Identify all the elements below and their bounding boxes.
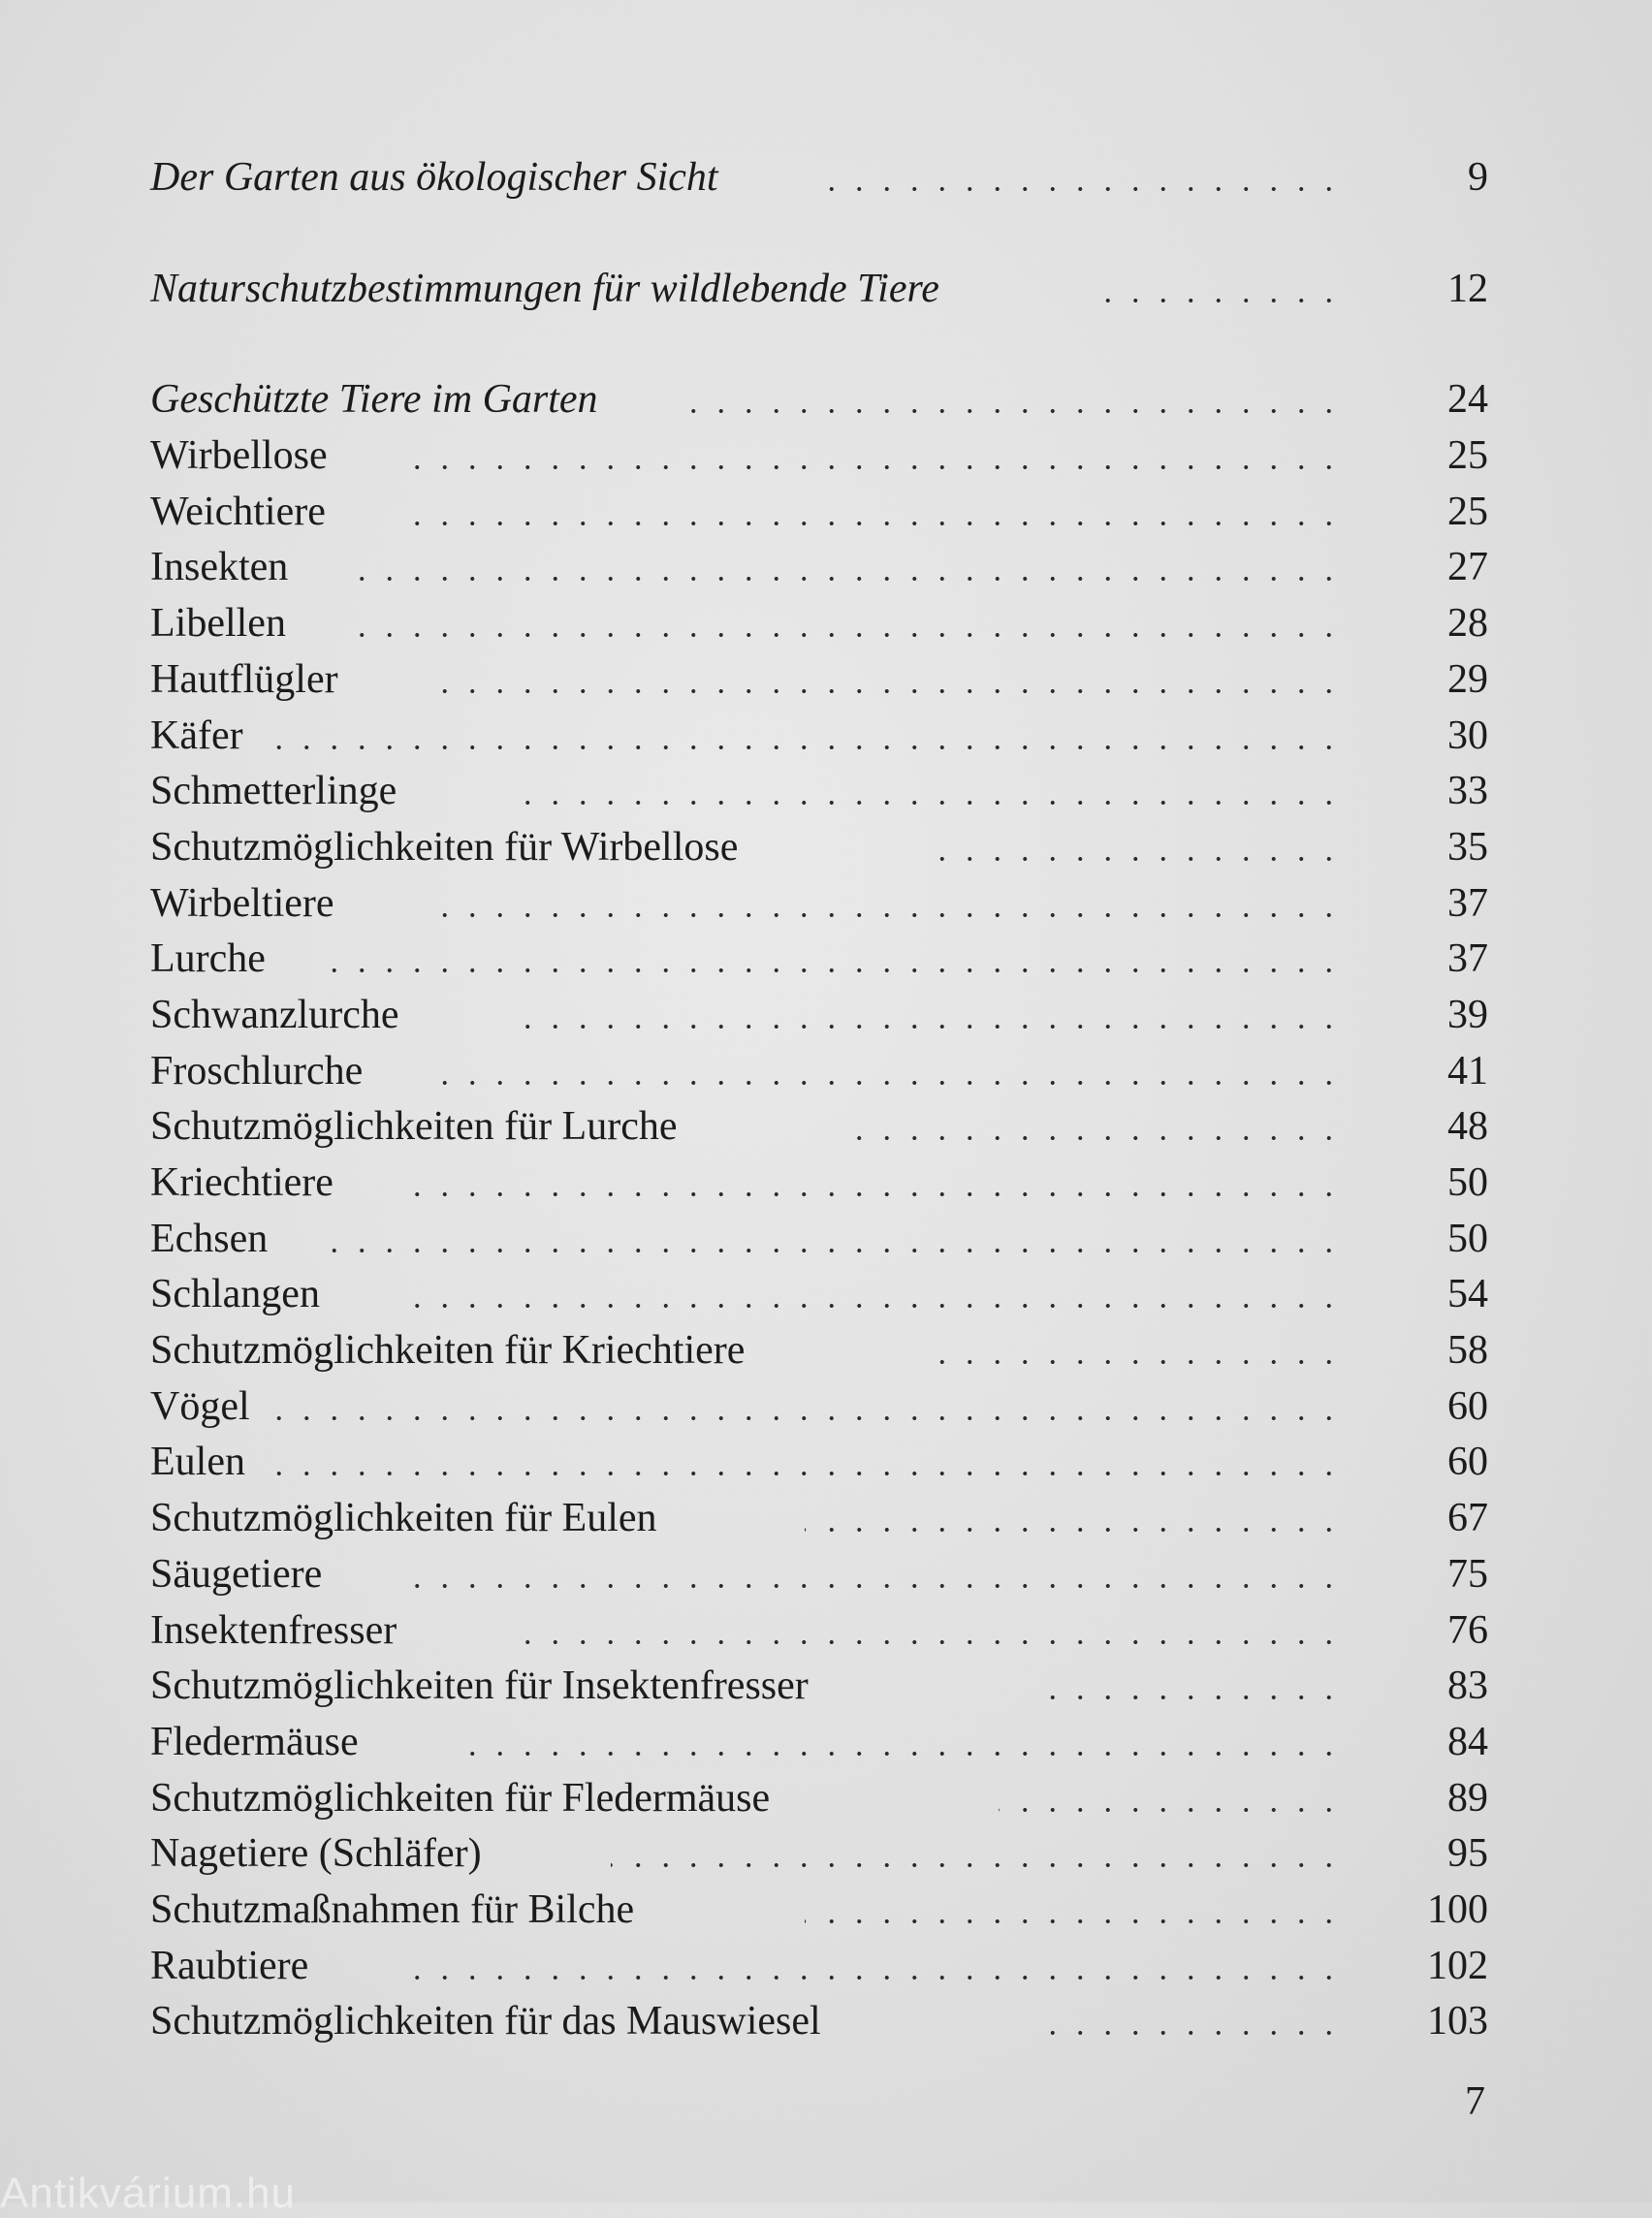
toc-entry — [150, 1379, 1488, 1436]
dot-leader — [611, 1863, 1343, 1867]
toc-entry-title: Schutzmöglichkeiten für Eulen — [150, 1496, 657, 1541]
toc-entry-page: 39 — [1447, 992, 1488, 1037]
toc-entry-title: Kriechtiere — [150, 1160, 334, 1205]
toc-entry — [150, 1491, 1488, 1547]
toc-entry — [150, 428, 1488, 485]
dot-leader — [843, 1136, 1343, 1140]
toc-entry — [150, 262, 1488, 318]
dot-leader — [509, 801, 1343, 805]
dot-leader — [354, 633, 1343, 637]
toc-entry-page: 60 — [1447, 1440, 1488, 1485]
toc-entry-page: 95 — [1447, 1831, 1488, 1877]
toc-entry — [150, 596, 1488, 652]
dot-leader — [431, 913, 1343, 917]
toc-entry — [150, 1044, 1488, 1100]
toc-entry-page: 102 — [1427, 1943, 1488, 1988]
toc-entry-title: Schutzmaßnahmen für Bilche — [150, 1886, 635, 1932]
toc-entry — [150, 1267, 1488, 1323]
dot-leader — [315, 1249, 1343, 1252]
toc-entry — [150, 876, 1488, 933]
dot-leader — [509, 1640, 1343, 1644]
toc-entry — [150, 932, 1488, 988]
dot-leader — [1037, 1695, 1343, 1699]
dot-leader — [276, 1472, 1343, 1475]
toc-entry-page: 100 — [1427, 1886, 1488, 1932]
toc-entry — [150, 540, 1488, 596]
toc-entry — [150, 764, 1488, 820]
toc-entry-title: Käfer — [150, 713, 243, 758]
toc-entry — [150, 1994, 1488, 2050]
toc-entry-page: 37 — [1447, 880, 1488, 926]
dot-leader — [393, 1304, 1343, 1308]
dot-leader — [805, 1528, 1343, 1532]
dot-leader — [1037, 2031, 1343, 2035]
toc-entry-title: Schutzmöglichkeiten für Insektenfresser — [150, 1664, 809, 1709]
toc-entry — [150, 1659, 1488, 1715]
toc-entry-title: Geschützte Tiere im Garten — [150, 377, 598, 423]
page-number: 7 — [1465, 2079, 1485, 2124]
toc-entry — [150, 988, 1488, 1044]
toc-entry — [150, 1156, 1488, 1212]
toc-entry-title: Schwanzlurche — [150, 992, 399, 1037]
toc-entry-title: Schlangen — [150, 1272, 320, 1317]
toc-entry-title: Wirbeltiere — [150, 880, 334, 926]
toc-entry-title: Eulen — [150, 1440, 245, 1485]
toc-entry-page: 75 — [1447, 1551, 1488, 1597]
toc-entry-page: 54 — [1447, 1272, 1488, 1317]
toc-entry-page: 9 — [1468, 155, 1488, 200]
dot-leader — [999, 1808, 1343, 1812]
toc-entry-title: Naturschutzbestimmungen für wildlebende Tiere — [150, 266, 939, 311]
toc-entry-title: Nagetiere (Schläfer) — [150, 1831, 482, 1877]
toc-entry-page: 35 — [1447, 824, 1488, 870]
toc-entry-title: Schutzmöglichkeiten für Lurche — [150, 1104, 678, 1150]
toc-entry-title: Insektenfresser — [150, 1607, 397, 1653]
toc-entry-title: Wirbellose — [150, 433, 328, 479]
toc-entry — [150, 485, 1488, 541]
toc-entry-page: 60 — [1447, 1383, 1488, 1429]
toc-entry — [150, 1212, 1488, 1268]
toc-entry-title: Hautflügler — [150, 656, 338, 702]
toc-entry — [150, 1603, 1488, 1660]
toc-entry-page: 76 — [1447, 1607, 1488, 1653]
toc-entry-title: Insekten — [150, 545, 289, 590]
toc-entry-page: 41 — [1447, 1048, 1488, 1093]
toc-entry-page: 48 — [1447, 1104, 1488, 1150]
dot-leader — [393, 465, 1343, 469]
table-of-contents — [150, 150, 1488, 2050]
dot-leader — [393, 1584, 1343, 1588]
toc-entry-page: 29 — [1447, 656, 1488, 702]
dot-leader — [431, 689, 1343, 693]
toc-entry-title: Lurche — [150, 936, 266, 982]
toc-entry-page: 50 — [1447, 1216, 1488, 1261]
dot-leader — [805, 1919, 1343, 1923]
toc-entry-page: 25 — [1447, 489, 1488, 534]
dot-leader — [814, 187, 1343, 191]
toc-entry-page: 84 — [1447, 1719, 1488, 1764]
toc-entry-page: 67 — [1447, 1496, 1488, 1541]
toc-entry — [150, 820, 1488, 876]
dot-leader — [509, 1025, 1343, 1029]
toc-entry — [150, 1883, 1488, 1939]
toc-entry-page: 33 — [1447, 769, 1488, 814]
dot-leader — [393, 1192, 1343, 1196]
dot-leader — [926, 857, 1343, 861]
toc-entry — [150, 1771, 1488, 1827]
watermark: Antikvárium.hu — [0, 2170, 297, 2217]
toc-entry — [150, 1547, 1488, 1603]
toc-entry-page: 58 — [1447, 1328, 1488, 1374]
dot-leader — [470, 1752, 1343, 1756]
dot-leader — [393, 522, 1343, 525]
toc-entry-page: 103 — [1427, 1999, 1488, 2044]
toc-entry-title: Schmetterlinge — [150, 769, 397, 814]
toc-entry-page: 25 — [1447, 433, 1488, 479]
toc-entry-page: 27 — [1447, 545, 1488, 590]
dot-leader — [276, 745, 1343, 749]
toc-entry-page: 89 — [1447, 1775, 1488, 1821]
toc-entry-page: 28 — [1447, 601, 1488, 647]
toc-entry-page: 12 — [1447, 266, 1488, 311]
toc-entry-page: 30 — [1447, 713, 1488, 758]
toc-entry-page: 24 — [1447, 377, 1488, 423]
toc-entry-page: 83 — [1447, 1664, 1488, 1709]
toc-entry-title: Raubtiere — [150, 1943, 309, 1988]
toc-entry-page: 37 — [1447, 936, 1488, 982]
toc-entry-title: Froschlurche — [150, 1048, 364, 1093]
toc-entry-title: Vögel — [150, 1383, 250, 1429]
toc-entry-title: Schutzmöglichkeiten für das Mauswiesel — [150, 1999, 821, 2044]
toc-entry-title: Schutzmöglichkeiten für Kriechtiere — [150, 1328, 746, 1374]
toc-entry-title: Der Garten aus ökologischer Sicht — [150, 155, 718, 200]
toc-entry-title: Weichtiere — [150, 489, 326, 534]
dot-leader — [431, 1081, 1343, 1085]
toc-entry — [150, 372, 1488, 428]
toc-entry-title: Fledermäuse — [150, 1719, 359, 1764]
toc-entry — [150, 1715, 1488, 1771]
dot-leader — [276, 1416, 1343, 1420]
toc-entry — [150, 150, 1488, 206]
toc-entry — [150, 1323, 1488, 1379]
toc-entry-title: Schutzmöglichkeiten für Wirbellose — [150, 824, 739, 870]
toc-entry-title: Libellen — [150, 601, 286, 647]
toc-entry-title: Echsen — [150, 1216, 269, 1261]
toc-entry — [150, 652, 1488, 709]
toc-entry — [150, 709, 1488, 765]
toc-entry-page: 50 — [1447, 1160, 1488, 1205]
dot-leader — [926, 1360, 1343, 1364]
dot-leader — [688, 409, 1343, 413]
toc-entry — [150, 1939, 1488, 1995]
toc-entry-title: Säugetiere — [150, 1551, 323, 1597]
dot-leader — [315, 968, 1343, 972]
toc-entry — [150, 1099, 1488, 1156]
toc-entry — [150, 1435, 1488, 1491]
dot-leader — [354, 577, 1343, 581]
toc-entry-title: Schutzmöglichkeiten für Fledermäuse — [150, 1775, 771, 1821]
dot-leader — [1096, 299, 1343, 302]
toc-entry — [150, 1826, 1488, 1883]
dot-leader — [393, 1976, 1343, 1980]
